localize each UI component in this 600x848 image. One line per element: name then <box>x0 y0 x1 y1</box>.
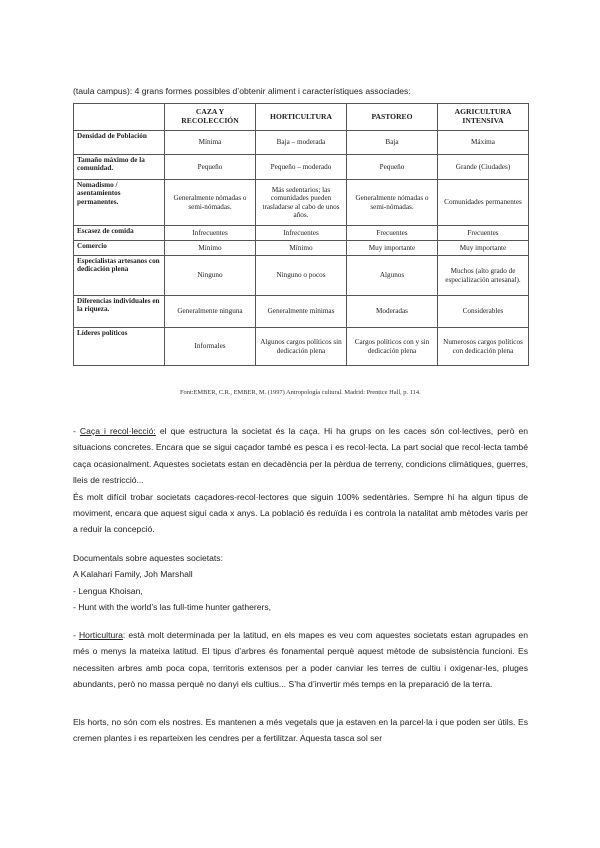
row-heading: Escasez de comida <box>74 226 165 241</box>
table-row <box>74 328 529 366</box>
table-cell: Baja <box>347 131 438 155</box>
table-cell: Mínimo <box>165 241 256 256</box>
paragraph-text: : està molt determinada per la latitud, en els mapes es veu com aquestes societats estan agrupades en més o menys la mateixa latitud. El tipus d’arbres és fonamental perquè aquest mètode de subsistència funcioni. Es necessiten arbres amb poca copa, territoris extensos per a poder canviar les terres de cultiu i oxigenar-les, pluges abundants, però no massa perquè no danyi els cultius... S’ha d’invertir més temps en la preparació de la terra. <box>73 630 528 690</box>
table-cell: Mínima <box>165 131 256 155</box>
section-hunting-gathering <box>73 423 528 538</box>
table-cell: Generalmente mínimas <box>256 296 347 328</box>
table-cell: Pequeño – moderado <box>256 155 347 180</box>
documentaries-title: Documentals sobre aquestes societats: <box>73 553 223 563</box>
subsistence-table <box>73 103 529 366</box>
table-cell: Cargos políticos con y sin dedicación plena <box>347 328 438 366</box>
section-horticulture <box>73 627 528 693</box>
table-cell: Frecuentes <box>438 226 529 241</box>
table-cell: Infrecuentes <box>256 226 347 241</box>
table-cell: Generalmente nómadas o semi-nómadas. <box>347 180 438 226</box>
table-cell: Numerosos cargos políticos con dedicación plena <box>438 328 529 366</box>
table-header-row <box>74 104 529 131</box>
table-cell: Informales <box>165 328 256 366</box>
table-cell: Pequeño <box>347 155 438 180</box>
table-cell: Ninguno <box>165 256 256 296</box>
table-cell: Infrecuentes <box>165 226 256 241</box>
paragraph: Els horts, no són com els nostres. Es mantenen a més vegetals que ja estaven en la parcel·la i que poden ser útils. Es cremen plantes i es reparteixen les cendres per a fertilitzar. Aquesta tasca sol ser <box>73 717 528 744</box>
row-heading: Tamaño máximo de la comunidad. <box>74 155 165 180</box>
row-heading: Líderes políticos <box>74 328 165 366</box>
list-item: - Hunt with the world’s las full-time hunter gatherers, <box>73 602 272 613</box>
row-heading: Diferencias individuales en la riqueza. <box>74 296 165 328</box>
table-cell: Generalmente ninguna <box>165 296 256 328</box>
row-heading: Especialistas artesanos con dedicación plena <box>74 256 165 296</box>
table-cell: Máxima <box>438 131 529 155</box>
row-heading: Nomadismo / asentamientos permanentes. <box>74 180 165 226</box>
table-cell: Moderadas <box>347 296 438 328</box>
bullet-prefix: - <box>73 426 80 436</box>
paragraph <box>73 627 528 693</box>
table-row <box>74 241 529 256</box>
table-cell: Muy importante <box>438 241 529 256</box>
table-cell: Algunos <box>347 256 438 296</box>
table-row <box>74 296 529 328</box>
table-cell: Algunos cargos políticos sin dedicación plena <box>256 328 347 366</box>
table-cell: Más sedentarios; las comunidades pueden trasladarse al cabo de unos años. <box>256 180 347 226</box>
table-cell: Generalmente nómadas o semi-nómadas. <box>165 180 256 226</box>
table-cell: Grande (Ciudades) <box>438 155 529 180</box>
table-row <box>74 256 529 296</box>
table-cell: Muchos (alto grado de especialización artesanal). <box>438 256 529 296</box>
table-cell: Comunidades permanentes <box>438 180 529 226</box>
row-heading: Comercio <box>74 241 165 256</box>
section-label: Horticultura <box>78 630 123 640</box>
paragraph <box>73 423 528 489</box>
paragraph: És molt difícil trobar societats caçadores-recol·lectores que siguin 100% sedentàries. Sempre hi ha algun tipus de moviment, encara que aquest sigui cada x anys. La població és reduïda i es controla la natalitat amb mètodes varis per a reduir la concepció. <box>73 491 528 535</box>
table-row <box>74 180 529 226</box>
documentaries-list <box>73 550 528 616</box>
table-cell: Pequeño <box>165 155 256 180</box>
table-header-cell: PASTOREO <box>347 104 438 131</box>
table-cell: Muy importante <box>347 241 438 256</box>
table-row <box>74 226 529 241</box>
table-cell: Ninguno o pocos <box>256 256 347 296</box>
table-row <box>74 155 529 180</box>
table-header-cell: AGRICULTURA INTENSIVA <box>438 104 529 131</box>
bullet-prefix: - <box>73 630 79 640</box>
section-horticulture-cont <box>73 714 528 747</box>
list-item: A Kalahari Family, Joh Marshall <box>73 569 193 580</box>
table-cell: Frecuentes <box>347 226 438 241</box>
section-label: Caça i recol·lecció: <box>79 426 156 436</box>
table-source-citation: Font:EMBER, C.R., EMBER, M. (1997) Antropología cultural. Madrid: Prentice Hall, p. 114. <box>180 389 421 396</box>
intro-text: (taula campus): 4 grans formes possibles d’obtenir aliment i característiques associades: <box>73 86 411 96</box>
paragraph-text: el que estructura la societat és la caça. Hi ha grups on les caces són col·lectives, però en situacions concretes. Encara que se sigui caçador també es pesca i es recol·lecta. La part social que recol·lecta també caça ocasionalment. Aquestes societats estan en decadència per la pèrdua de terreny, condicions climàtiques, guerres, lleis de restricció... <box>73 426 529 486</box>
row-heading: Densidad de Población <box>74 131 165 155</box>
table-cell: Considerables <box>438 296 529 328</box>
table-cell: Mínimo <box>256 241 347 256</box>
table-row <box>74 131 529 155</box>
table-header-cell <box>74 104 165 131</box>
table-cell: Baja – moderada <box>256 131 347 155</box>
table-header-cell: CAZA Y RECOLECCIÓN <box>165 104 256 131</box>
list-item: - Lengua Khoisan, <box>73 585 143 596</box>
table-header-cell: HORTICULTURA <box>256 104 347 131</box>
